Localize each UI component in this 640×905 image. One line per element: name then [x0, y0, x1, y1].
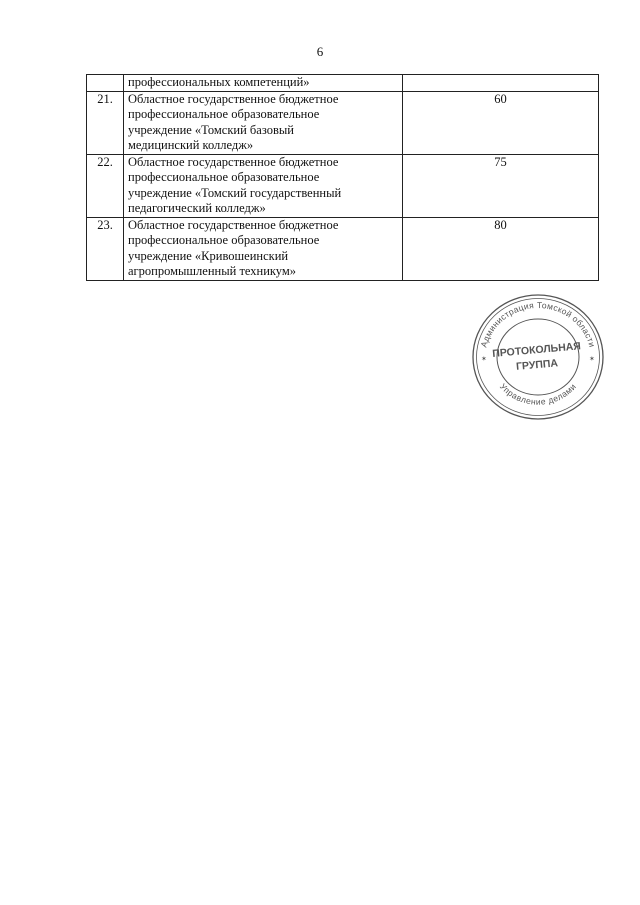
institution-name: Областное государственное бюджетное профессиональное образовательное учреждение «Кривошеинский агропромышленный техникум» [124, 217, 403, 280]
stamp-star-icon: ✶ [589, 356, 595, 363]
institutions-table [86, 74, 599, 281]
stamp-ring-bottom-text: Управление делами [497, 381, 579, 407]
table-row [87, 154, 599, 217]
page-number: 6 [316, 44, 324, 59]
institution-name: Областное государственное бюджетное профессиональное образовательное учреждение «Томский базовый медицинский колледж» [124, 91, 403, 154]
row-number [87, 75, 124, 92]
row-value: 75 [403, 154, 599, 217]
row-value: 80 [403, 217, 599, 280]
stamp-center-line2: ГРУППА [515, 357, 559, 373]
row-value [403, 75, 599, 92]
table-row [87, 75, 599, 92]
table-row [87, 217, 599, 280]
stamp-ring-top-text: Администрация Томской области [478, 299, 598, 349]
row-number: 21. [87, 91, 124, 154]
row-value: 60 [403, 91, 599, 154]
table-row [87, 91, 599, 154]
stamp-star-icon: ✶ [481, 356, 487, 363]
row-number: 22. [87, 154, 124, 217]
stamp-center-line1: ПРОТОКОЛЬНАЯ [491, 340, 582, 360]
institution-name: профессиональных компетенций» [124, 75, 403, 92]
official-stamp [471, 293, 605, 421]
institution-name: Областное государственное бюджетное профессиональное образовательное учреждение «Томский государственный педагогический колледж» [124, 154, 403, 217]
row-number: 23. [87, 217, 124, 280]
